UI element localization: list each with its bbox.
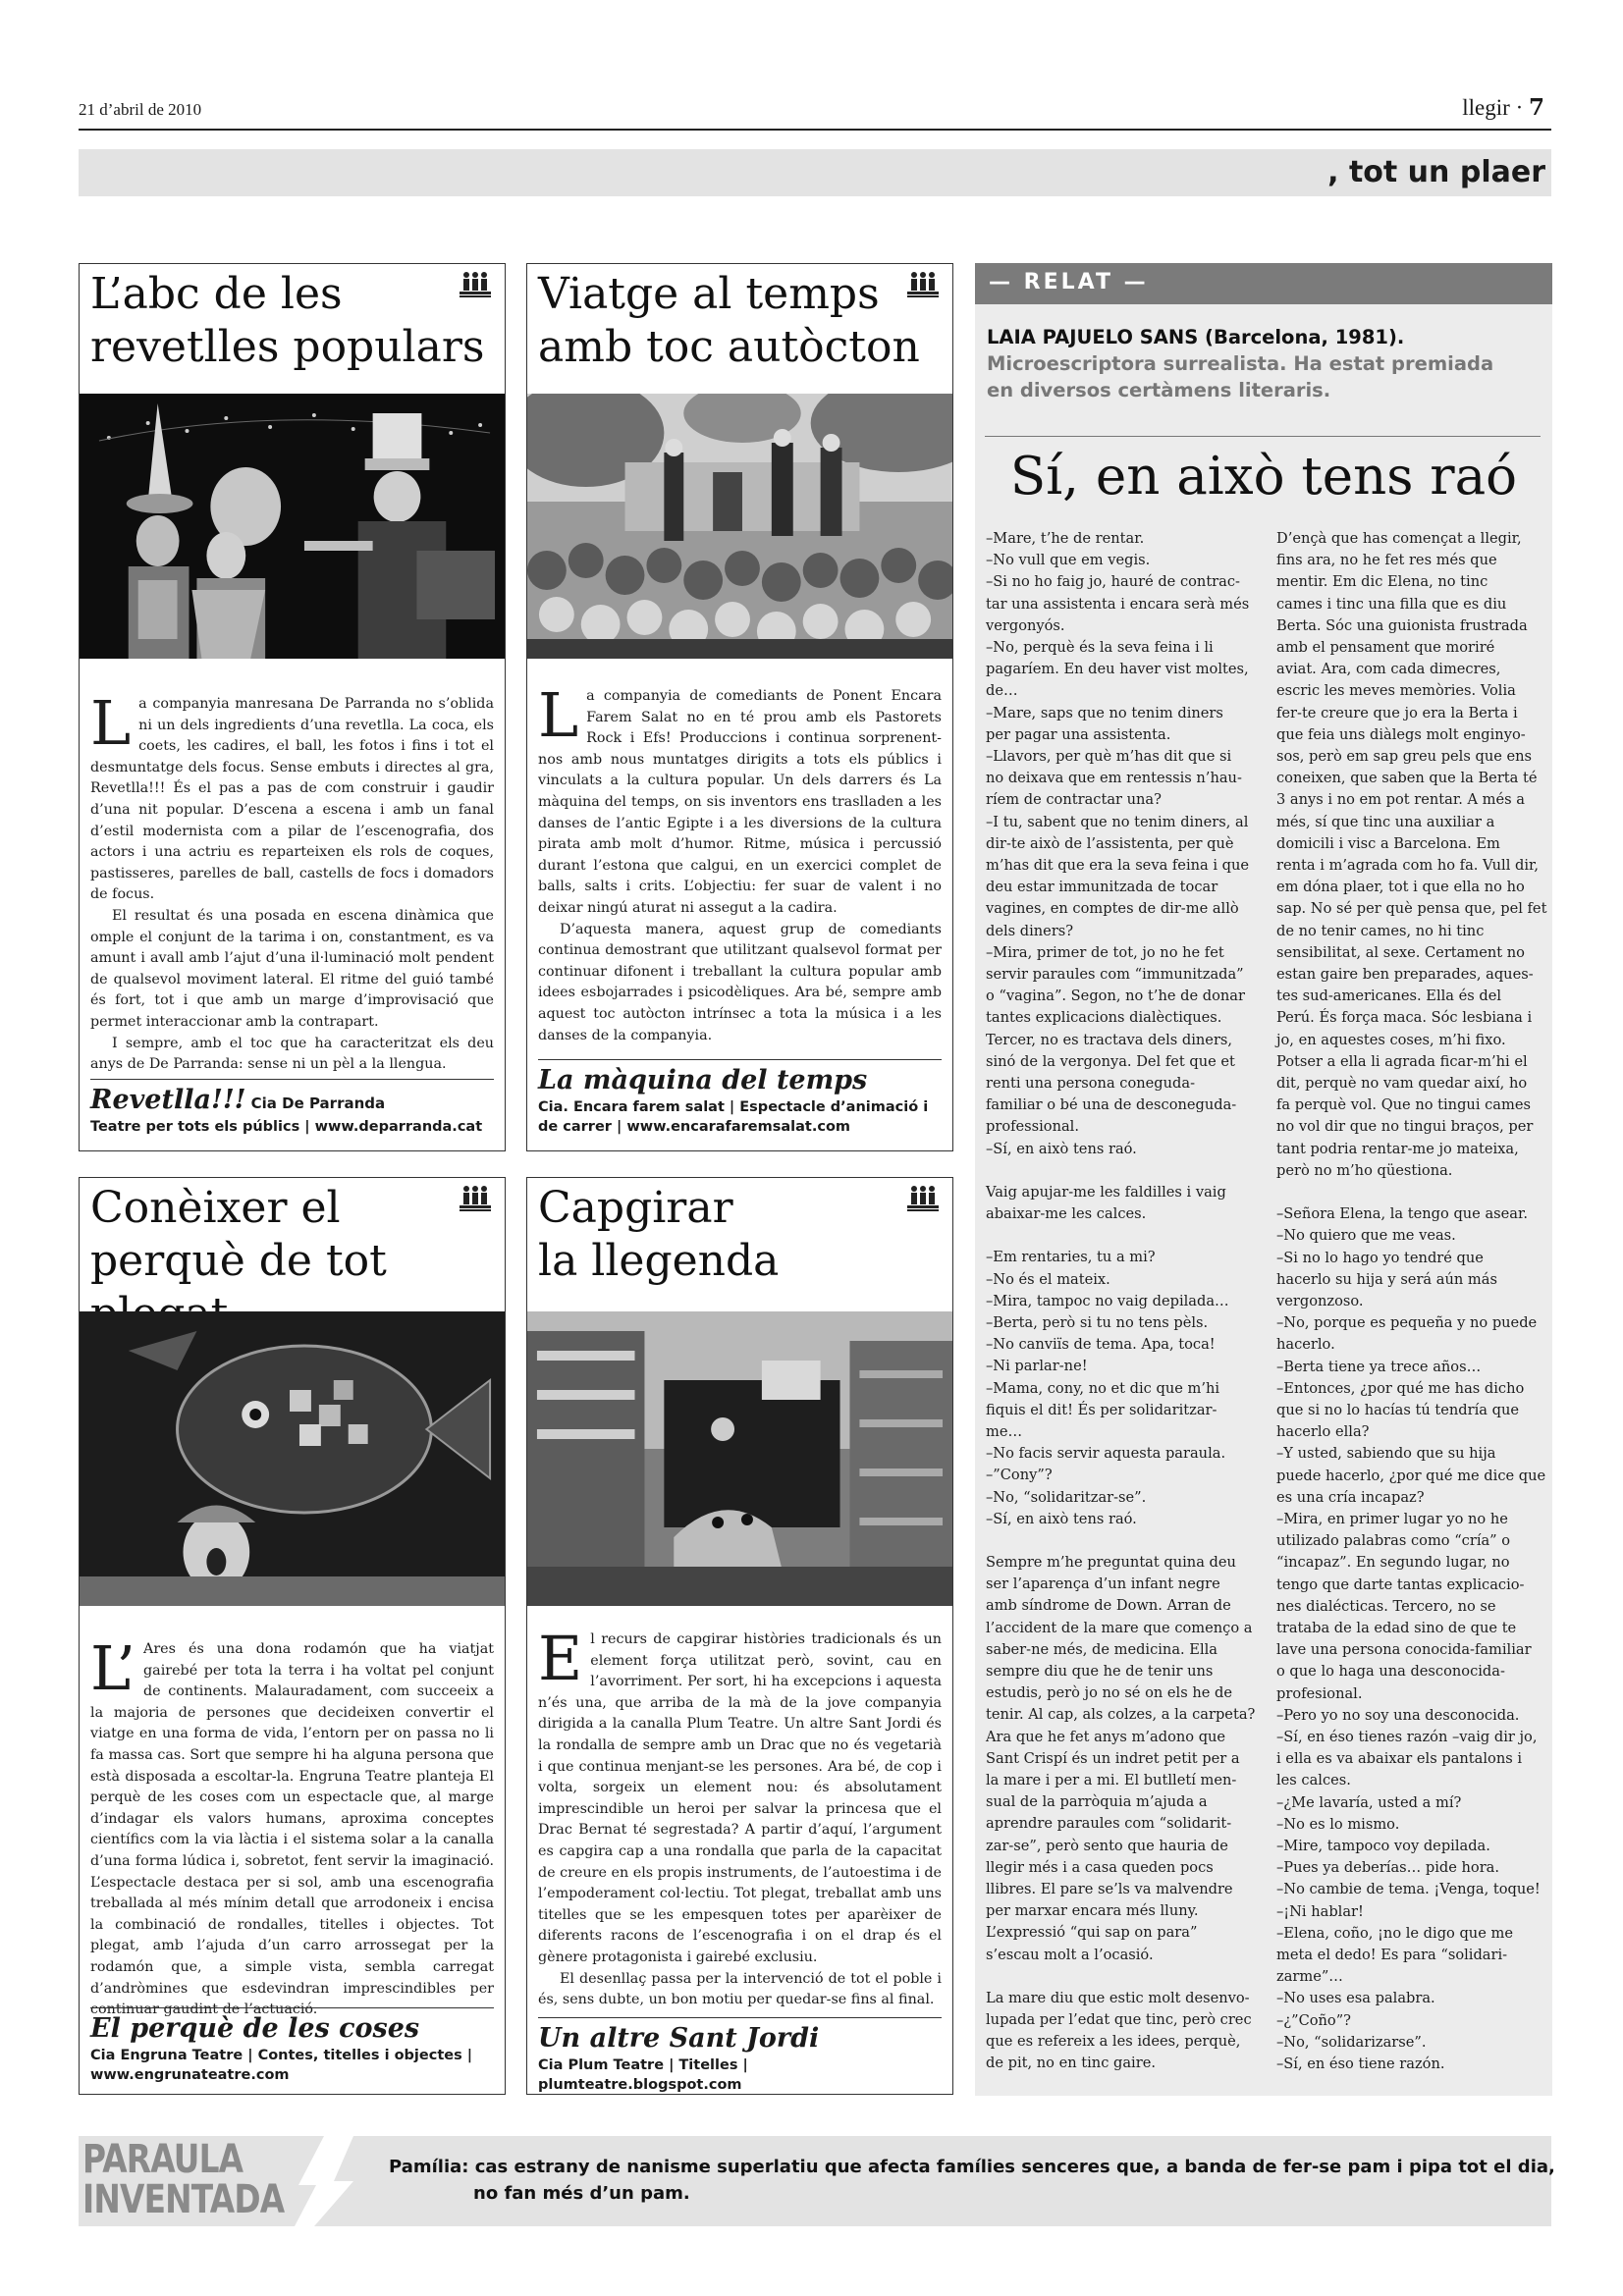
invented-word-definition: Pamília: cas estrany de nanisme superlatiu que afecta famílies senceres que, a banda de fer-se pam i pipa tot el dia, no fan més d’un pam. xyxy=(389,2157,1555,2204)
story-line: fins ara, no he fet res més que xyxy=(1276,552,1497,569)
story-line: –Elena, coño, ¡no le digo que me xyxy=(1276,1924,1513,1942)
story-line xyxy=(986,1966,1255,1988)
story-line: hacerlo su hija y será aún más xyxy=(1276,1270,1497,1288)
story-line: sual de la parròquia m’ajuda a xyxy=(986,1793,1208,1811)
story-line: –No és el mateix. xyxy=(986,1270,1110,1288)
story-line: pagaríem. En deu haver vist moltes, xyxy=(986,661,1249,678)
story-line: tant podria rentar-me jo mateixa, xyxy=(1276,1140,1519,1157)
story-line: –Pero yo no soy una desconocida. xyxy=(1276,1706,1520,1724)
story-line: profesional. xyxy=(1276,1684,1363,1702)
story-line: llibres. El pare se’ls va malvendre xyxy=(986,1880,1233,1897)
relat-title: Sí, en això tens raó xyxy=(1009,447,1518,507)
story-line: que es refereix a les idees, perquè, xyxy=(986,2033,1241,2051)
story-line: –Si no ho faig jo, hauré de contrac- xyxy=(986,573,1240,591)
show-title: Un altre Sant Jordi xyxy=(538,2023,820,2054)
story-line: –Señora Elena, la tengo que asear. xyxy=(1276,1205,1528,1223)
story-line: nes dialécticas. Tercero, no se xyxy=(1276,1597,1496,1615)
story-line: més, sí que tinc una auxiliar a xyxy=(1276,813,1495,830)
story-line: –Mira, en primer lugar yo no he xyxy=(1276,1510,1508,1527)
show-title: El perquè de les coses xyxy=(90,2013,420,2044)
story-line: s’escau molt a l’ocasió. xyxy=(986,1946,1154,1963)
author-bio-line: en diversos certàmens literaris. xyxy=(987,379,1331,401)
story-line: hacerlo ella? xyxy=(1276,1423,1370,1441)
story-line: cames i tinc una filla que es diu xyxy=(1276,595,1507,613)
story-line: La mare diu que estic molt desenvo- xyxy=(986,1989,1250,2006)
author-name: LAIA PAJUELO SANS (Barcelona, 1981). xyxy=(987,326,1405,348)
story-line: Vaig apujar-me les faldilles i vaig xyxy=(986,1183,1226,1201)
story-line: me… xyxy=(986,1422,1023,1440)
story-line: abaixar-me les calces. xyxy=(986,1205,1147,1223)
story-line xyxy=(1276,1182,1546,1203)
story-line: utilizado palabras como “cría” o xyxy=(1276,1532,1511,1550)
article-footer xyxy=(90,2007,494,2085)
story-line: zar-se”, però sento que hauria de xyxy=(986,1837,1228,1854)
story-line: –Mire, tampoco voy depilada. xyxy=(1276,1837,1490,1854)
story-line: puede hacerlo, ¿por qué me dice que xyxy=(1276,1467,1546,1484)
article-capgirar xyxy=(526,1177,953,2095)
article-title: Capgirar la llegenda xyxy=(538,1183,780,1286)
story-line: i ella es va abaixar els pantalons i xyxy=(1276,1750,1523,1768)
story-line: –Y usted, sabiendo que su hija xyxy=(1276,1445,1496,1463)
show-info: Cia Engruna Teatre | Contes, titelles i objectes | www.engrunateatre.com xyxy=(90,2048,473,2083)
story-line: servir paraules com “immunitzada” xyxy=(986,966,1244,984)
story-line: fiquis el dit! És per solidaritzar- xyxy=(986,1401,1217,1418)
story-line: –Pues ya deberías… pide hora. xyxy=(1276,1859,1500,1877)
story-line: professional. xyxy=(986,1118,1079,1136)
story-line: –Ni parlar-ne! xyxy=(986,1358,1088,1375)
story-line: Perú. És força maca. Sóc lesbiana i xyxy=(1276,1009,1533,1027)
story-line: de no tenir cames, no hi tinc xyxy=(1276,922,1485,939)
story-line: aviat. Ara, com cada dimecres, xyxy=(1276,661,1501,678)
story-line xyxy=(986,1530,1255,1552)
story-line: sos, però em sap greu pels que ens xyxy=(1276,748,1533,766)
article-title: L’abc de les revetlles populars xyxy=(90,269,485,372)
story-line: no vol dir que no tingui braços, per xyxy=(1276,1118,1534,1136)
story-line: tenir. Al cap, als colzes, a la carpeta? xyxy=(986,1706,1256,1724)
article-body: L’ Ares és una dona rodamón que ha viatjat gairebé per tota la terra i ha voltat pel conjunt de continents. Malauradament, com succeeix a la majoria de persones que decideixen convertir el viatge en una forma de vida, l’entorn per on passa no li fa massa cas. Sort que sempre hi ha alguna persona que està disposada a escoltar-la. Engruna Teatre planteja El perquè de les coses com un espectacle que, al marge d’indagar els valors humans, aproxima conceptes científics com la via làctia i el sistema solar a la canalla d’una forma lúdica i, sobretot, fent servir la imaginació. L’espectacle destaca per si sol, amb una escenografia treballada al més mínim detall que arrodoneix i encisa la combinació de rondalles, titelles i objectes. Tot plegat, amb l’ajuda d’un carro arrossegat per la rodamón que, a simple vista, sembla carregat d’andròmines que esdevindran imprescindibles per continuar gaudint de l’actuació. xyxy=(90,1632,494,2018)
story-line: D’ençà que has començat a llegir, xyxy=(1276,530,1522,547)
story-line: –I tu, sabent que no tenim diners, al xyxy=(986,813,1249,830)
relat-header xyxy=(975,263,1552,304)
show-title: La màquina del temps xyxy=(538,1065,868,1095)
story-line: renti una persona coneguda- xyxy=(986,1075,1195,1093)
story-line: per pagar una assistenta. xyxy=(986,725,1171,743)
show-info: Cia. Encara farem salat | Espectacle d’animació i de carrer | www.encarafaremsalat.com xyxy=(538,1099,929,1135)
show-info: Teatre per tots els públics | www.deparranda.cat xyxy=(90,1119,483,1135)
story-line: –Llavors, per què m’has dit que si xyxy=(986,748,1232,766)
relat-divider xyxy=(985,436,1541,437)
story-line: –No cambie de tema. ¡Venga, toque! xyxy=(1276,1881,1541,1898)
story-line: tar una assistenta i encara serà més xyxy=(986,595,1250,613)
story-line: Sempre m’he preguntat quina deu xyxy=(986,1553,1236,1571)
story-line: dit, perquè no vam quedar així, ho xyxy=(1276,1075,1528,1093)
story-line: L’expressió “qui sap on para” xyxy=(986,1924,1198,1942)
story-line: trataba de la edad sino de que te xyxy=(1276,1619,1517,1636)
story-line: però no m’ho qüestiona. xyxy=(1276,1161,1453,1179)
story-line: –¡Ni hablar! xyxy=(1276,1902,1364,1920)
story-line: –Mira, tampoc no vaig depilada… xyxy=(986,1292,1229,1309)
drop-cap: E xyxy=(538,1623,583,1694)
article-footer xyxy=(90,1079,494,1137)
story-line: –Sí, en això tens raó. xyxy=(986,1140,1137,1157)
story-line: sap. No sé per què pensa que, pel fet xyxy=(1276,900,1547,918)
story-line: que si no lo hacías tú tendría que xyxy=(1276,1401,1520,1418)
article-perque xyxy=(79,1177,506,2095)
story-line: meta el dedo! Es para “solidari- xyxy=(1276,1947,1508,1963)
story-line: es una cría incapaz? xyxy=(1276,1488,1425,1506)
story-line: hacerlo. xyxy=(1276,1336,1335,1354)
banner-text: , tot un plaer xyxy=(1327,155,1545,189)
story-line: aprendre paraules com “solidarit- xyxy=(986,1815,1232,1833)
story-line: –No, “solidarizarse”. xyxy=(1276,2033,1427,2051)
story-line: les calces. xyxy=(1276,1772,1351,1789)
article-body: El recurs de capgirar històries tradicionals és un element força utilitzat però, sovint, cau en l’avorriment. Per sort, hi ha excepcions i aquesta n’és una, que arriba de la mà de la jove companyia dirigida a la canalla Plum Teatre. Un altre Sant Jordi és la rondalla de sempre amb un Drac que no és vegetarià i que continua menjant-se les persones. Ara bé, de cop i volta, sorgeix un element nou: és absolutament imprescindible un heroi per salvar la princesa que el Drac Bernat té segrestada? A partir d’aquí, l’argument es capgira cap a una rondalla que parla de la capacitat de creure en els propis instruments, de l’autoestima i de l’empoderament col·lectiu. Tot plegat, treballat amb uns titelles que se les empesquen totes per aparèixer de diferents racons de l’escenografia i on el drap és el gènere protagonista i gairebé exclusiu. El desenllaç passa per la intervenció de tot el poble i és, sens dubte, un bon motiu per quedar-se fins al final. xyxy=(538,1623,942,2008)
story-line: –No vull que em vegis. xyxy=(986,552,1151,569)
article-footer xyxy=(538,1059,942,1137)
puppet-icon xyxy=(905,1184,941,1213)
story-line: m’has dit que era la seva feina i que xyxy=(986,857,1250,875)
story-line: –No uses esa palabra. xyxy=(1276,1990,1435,2007)
story-line: fer-te creure que jo era la Berta i xyxy=(1276,704,1518,721)
article-footer xyxy=(538,2017,942,2095)
story-line: saber-ne més, de medicina. Ella xyxy=(986,1640,1218,1658)
story-line xyxy=(986,1225,1255,1247)
story-line: lupada per l’edat que tinc, però crec xyxy=(986,2011,1252,2028)
story-line: –Sí, en éso tienes razón –vaig dir jo, xyxy=(1276,1728,1538,1745)
article-title: Conèixer el perquè de tot xyxy=(90,1183,387,1286)
story-line: llegir més i a casa queden pocs xyxy=(986,1858,1214,1876)
story-line: tantes explicacions dialèctiques. xyxy=(986,1009,1222,1027)
story-line: –Em rentaries, tu a mi? xyxy=(986,1249,1156,1266)
story-line: amb síndrome de Down. Arran de xyxy=(986,1597,1231,1615)
header-rule xyxy=(79,129,1551,131)
story-line: –”Cony”? xyxy=(986,1467,1053,1484)
story-line: escric les meves memòries. Volia xyxy=(1276,682,1516,700)
issue-date: 21 d’abril de 2010 xyxy=(79,100,202,119)
article-title: Viatge al temps amb toc autòcton xyxy=(538,269,920,372)
story-line: fa perquè vol. Que no tingui cames xyxy=(1276,1096,1531,1114)
story-line: Sant Crispí és un indret petit per a xyxy=(986,1749,1240,1767)
page-number: 7 xyxy=(1528,94,1544,121)
story-line: –No, perquè és la seva feina i li xyxy=(986,639,1214,657)
story-line: Berta. Sóc una guionista frustrada xyxy=(1276,616,1528,634)
article-body: La companyia de comediants de Ponent Encara Farem Salat no en té prou amb els Pastorets Rock i Efs! Produccions i continua sorprenent-nos amb nous muntatges dirigits a tots els públics i vinculats a la cultura popular. Un dels darrers és La màquina del temps, on sis inventors ens traslladen a les danses de l’antic Egipte i a les diversions de la cultura pirata amb molt d’humor. Ritme, música i percussió durant l’estona que calgui, en un exercici complet de balls, salts i crits. L’objectiu: fer suar de valent i no deixar ningú aturat ni assegut a la cadira. D’aquesta manera, aquest grup de comediants continua demostrant que utilitzant qualsevol format per continuar difonent i treballant la cultura popular amb idees esbojarrades i psicodèliques. Ara bé, sempre amb aquest toc autòcton intrínsec a tota la música i a les danses de la companyia. xyxy=(538,679,942,1043)
company-name: Cia De Parranda xyxy=(250,1095,386,1112)
drop-cap: L xyxy=(90,687,132,759)
photo-revetlla-actors xyxy=(80,394,505,659)
author-bio-line: Microescriptora surrealista. Ha estat premiada xyxy=(987,352,1494,375)
story-line: o que lo haga una desconocida- xyxy=(1276,1663,1505,1681)
story-line: de pit, no en tinc gaire. xyxy=(986,2055,1156,2072)
story-line: estan gaire ben preparades, aques- xyxy=(1276,966,1534,984)
story-line: ríem de contractar una? xyxy=(986,791,1162,809)
puppet-icon xyxy=(458,1184,493,1213)
story-line: Tercer, no es tractava dels diners, xyxy=(986,1031,1233,1048)
story-line: mentir. Em dic Elena, no tinc xyxy=(1276,573,1488,591)
story-line: –¿”Coño”? xyxy=(1276,2011,1352,2029)
story-line: sensibilitat, al sexe. Certament no xyxy=(1276,943,1525,961)
story-line: –Si no lo hago yo tendré que xyxy=(1276,1249,1484,1266)
section-name: llegir xyxy=(1462,95,1510,120)
story-line: –No quiero que me veas. xyxy=(1276,1227,1456,1245)
story-line: –Sí, en això tens raó. xyxy=(986,1510,1137,1527)
story-line: per marxar encara més lluny. xyxy=(986,1902,1199,1920)
drop-cap: L xyxy=(538,679,579,751)
story-line: de… xyxy=(986,682,1018,700)
story-line: Potser a ella li agrada ficar-m’hi el xyxy=(1276,1052,1528,1070)
story-line: la mare i per a mi. El butlletí men- xyxy=(986,1771,1237,1789)
story-line: no deixava que em rentessis n’hau- xyxy=(986,770,1242,787)
story-line: jo, en aquestes coses, m’hi fixo. xyxy=(1276,1031,1506,1048)
story-line: familiar o bé una de desconeguda- xyxy=(986,1096,1237,1114)
story-line: –No, “solidaritzar-se”. xyxy=(986,1488,1147,1506)
story-line: lave una persona conocida-familiar xyxy=(1276,1641,1532,1659)
story-line: zarme”… xyxy=(1276,1968,1343,1986)
story-line: –Mare, t’he de rentar. xyxy=(986,530,1145,547)
puppet-icon xyxy=(905,270,941,299)
story-line: tengo que darte tantas explicacio- xyxy=(1276,1575,1525,1593)
story-line: –Mama, cony, no et dic que m’hi xyxy=(986,1379,1220,1397)
story-line xyxy=(986,1160,1255,1182)
story-line: –Mare, saps que no tenim diners xyxy=(986,704,1223,721)
story-line: –Berta tiene ya trece años… xyxy=(1276,1358,1482,1375)
photo-puppet-fish xyxy=(80,1311,505,1606)
section-banner xyxy=(79,149,1551,196)
story-line: estudis, però jo no sé on els he de xyxy=(986,1684,1232,1702)
story-line: vergonzoso. xyxy=(1276,1292,1364,1309)
story-line: dir-te això de l’assistenta, per què xyxy=(986,834,1234,852)
section-header: llegir · 7 xyxy=(1462,94,1544,121)
story-line: –No canviïs de tema. Apa, toca! xyxy=(986,1336,1216,1354)
story-line: amb el pensament que moriré xyxy=(1276,639,1495,657)
story-line: 3 anys i no em pot rentar. A més a xyxy=(1276,791,1525,809)
story-line: o “vagina”. Segon, no t’he de donar xyxy=(986,988,1245,1005)
story-line: ser l’aparença d’un infant negre xyxy=(986,1575,1220,1593)
story-line: em dóna plaer, tot i que ella no ho xyxy=(1276,879,1525,896)
story-line: sinó de la vergonya. Del fet que et xyxy=(986,1052,1235,1070)
story-line: renta i m’agrada com ho fa. Vull dir, xyxy=(1276,857,1540,875)
story-line: –Sí, en éso tiene razón. xyxy=(1276,2056,1445,2073)
story-line: dels diners? xyxy=(986,922,1074,939)
story-line: –¿Me lavaría, usted a mí? xyxy=(1276,1793,1462,1811)
story-line: –Entonces, ¿por qué me has dicho xyxy=(1276,1379,1525,1397)
story-line: –Mira, primer de tot, jo no he fet xyxy=(986,943,1224,961)
story-line: domicili i visc a Barcelona. Em xyxy=(1276,834,1500,852)
relat-label: — RELAT — xyxy=(989,270,1149,294)
story-line: tes sud-americanes. Ella és del xyxy=(1276,988,1502,1005)
story-line: –No facis servir aquesta paraula. xyxy=(986,1445,1226,1463)
puppet-icon xyxy=(458,270,493,299)
article-viatge xyxy=(526,263,953,1151)
story-line: que feia uns diàlegs molt enginyo- xyxy=(1276,725,1526,743)
story-line: “incapaz”. En segundo lugar, no xyxy=(1276,1554,1510,1572)
story-line: –No es lo mismo. xyxy=(1276,1815,1400,1833)
story-column-2 xyxy=(1276,528,1546,2075)
story-column-1 xyxy=(986,528,1255,2075)
show-title: Revetlla!!! xyxy=(90,1085,246,1115)
story-line: –Berta, però si tu no tens pèls. xyxy=(986,1313,1209,1331)
story-line: vergonyós. xyxy=(986,616,1065,634)
story-line: Ara que he fet anys m’adono que xyxy=(986,1728,1226,1745)
lightning-divider-icon xyxy=(295,2136,353,2226)
photo-street-performance xyxy=(527,394,952,659)
photo-dragon-puppet xyxy=(527,1311,952,1606)
author-info xyxy=(987,324,1546,403)
story-line: –No, porque es pequeña y no puede xyxy=(1276,1314,1538,1332)
drop-cap: L’ xyxy=(90,1632,136,1704)
invented-word-logo: PARAULA INVENTADA xyxy=(82,2137,285,2222)
story-line: sempre diu que he de tenir uns xyxy=(986,1662,1214,1680)
article-body: La companyia manresana De Parranda no s’oblida ni un dels ingredients d’una revetlla. La coca, els coets, les cadires, el ball, les fotos i fins i tot el desmuntatge dels focus. Sense embuts i directes al gra, Revetlla!!! És el pas a pas de com construir i gaudir d’una nit popular. D’escena a escena i amb un fanal d’estil modernista com a pilar de l’escenografia, dos actors i una actriu es reparteixen els rols de coques, pastisseres, parelles de ball, castells de focs i domadors de focus. El resultat és una posada en escena dinàmica que omple el conjunt de la tarima i on, constantment, es va amunt i avall amb l’ajut d’una il·luminació molt pendent de qualsevol moviment lateral. El ritme del guió també és fort, tot i que amb un marge d’improvisació que permet interaccionar amb la contrapart. I sempre, amb el toc que ha caracteritzat els deu anys de De Parranda: sense ni un pèl a la llengua. xyxy=(90,687,494,1073)
story-line: coneixen, que saben que la Berta té xyxy=(1276,770,1538,787)
story-line: deu estar immunitzada de tocar xyxy=(986,879,1218,896)
article-revetlles xyxy=(79,263,506,1151)
show-info: Cia Plum Teatre | Titelles | plumteatre.blogspot.com xyxy=(538,2057,748,2093)
story-line: vagines, en comptes de dir-me allò xyxy=(986,900,1239,918)
story-line: l’accident de la mare que començo a xyxy=(986,1619,1253,1636)
